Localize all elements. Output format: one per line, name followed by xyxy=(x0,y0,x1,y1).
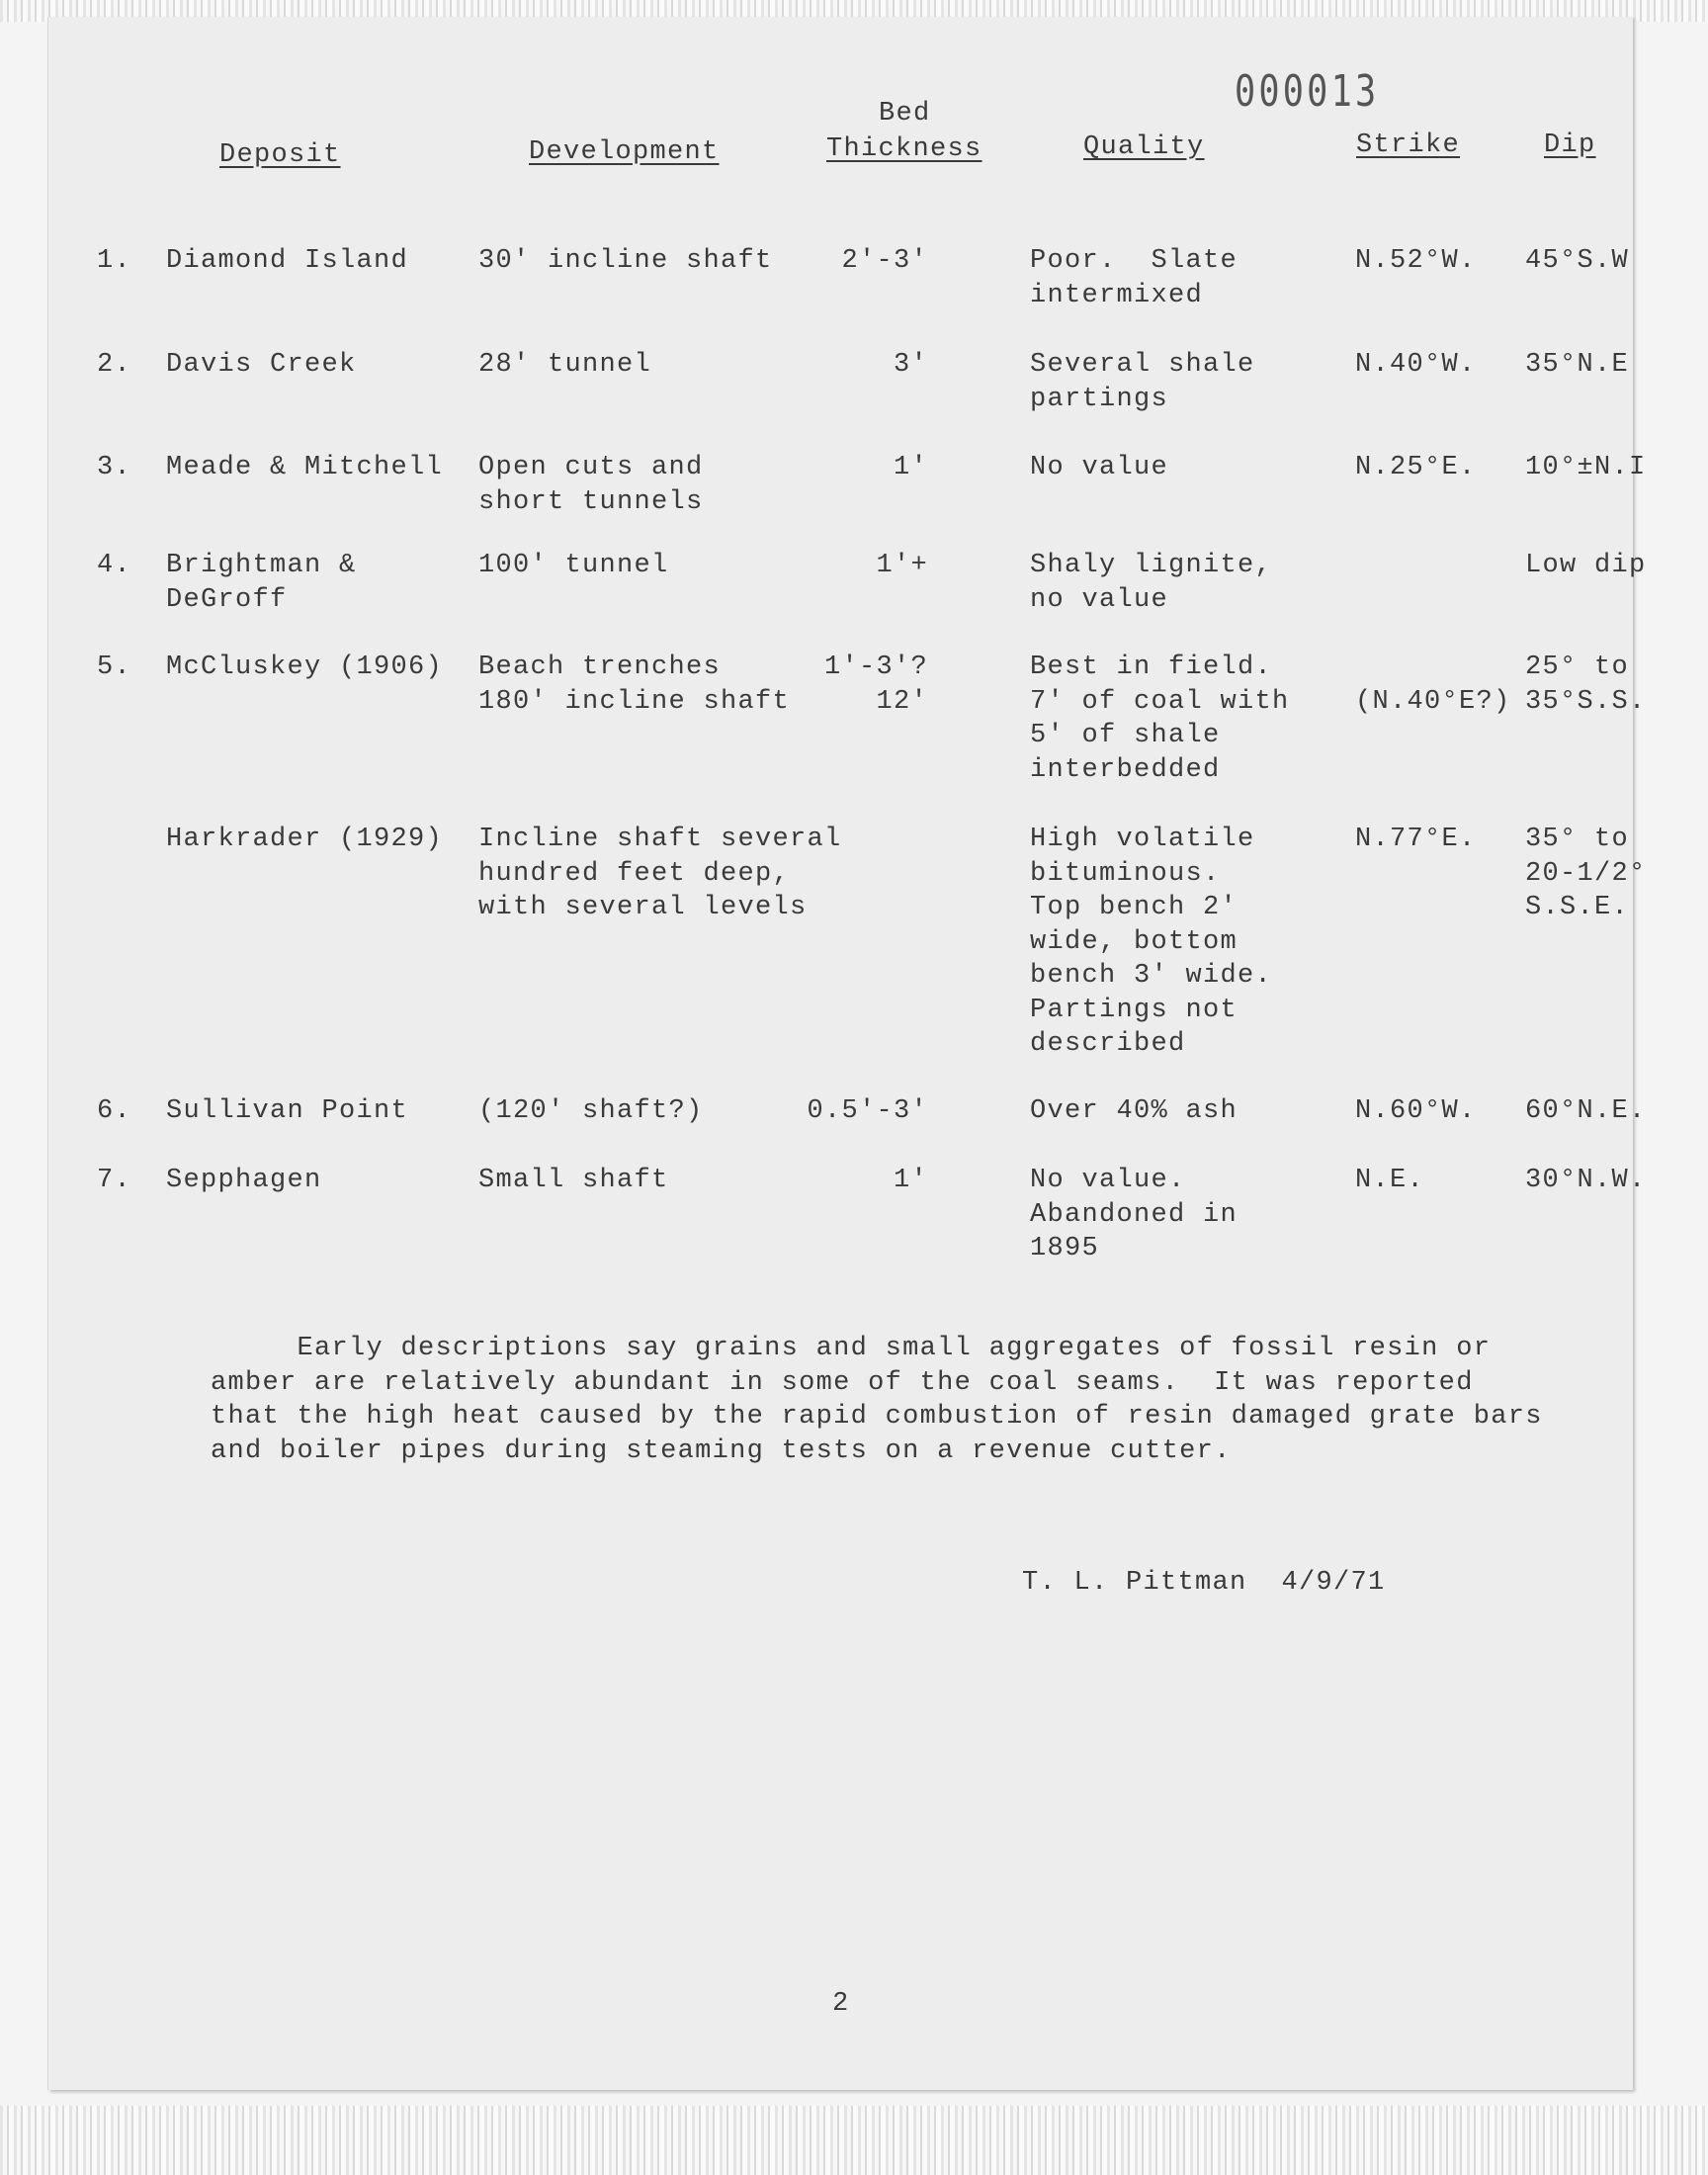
development: 30' incline shaft xyxy=(478,246,773,276)
quality: Shaly lignite, no value xyxy=(1030,551,1273,615)
bed-thickness: 1'+ xyxy=(876,551,928,580)
page-number: 2 xyxy=(832,1989,850,2019)
dip: 45°S.W xyxy=(1525,246,1630,276)
bed-thickness: 0.5'-3' xyxy=(807,1096,928,1126)
bed-thickness: 3' xyxy=(893,350,928,380)
header-strike: Strike xyxy=(1356,130,1461,160)
body-paragraph: Early descriptions say grains and small aggregates of fossil resin or amber are relatively abundant in some of the coal seams. It was reported that the high heat caused by the rapid combustion of resin damaged grate bars and boiler pipes during steaming tests on a revenue cutter. xyxy=(211,1334,1543,1466)
bed-thickness: 1' xyxy=(893,1166,928,1195)
strike: N.52°W. xyxy=(1355,246,1477,276)
stamp-number: 000013 xyxy=(1235,66,1380,117)
quality: Several shale partings xyxy=(1030,350,1255,414)
deposit-name: Brightman & DeGroff xyxy=(166,551,357,615)
deposit-name: Sullivan Point xyxy=(166,1096,409,1126)
dip: 35° to 20-1/2° S.S.E. xyxy=(1525,825,1647,922)
bed-thickness: 2'-3' xyxy=(841,246,928,276)
row-number: 4. xyxy=(97,551,132,580)
development: 28' tunnel xyxy=(478,350,652,380)
strike: (N.40°E?) xyxy=(1355,686,1511,717)
deposit-name: Davis Creek xyxy=(166,350,357,380)
row-number: 3. xyxy=(97,453,132,482)
row-number: 1. xyxy=(97,246,132,276)
quality: No value xyxy=(1030,453,1169,482)
quality: Poor. Slate intermixed xyxy=(1030,246,1238,310)
dip: 10°±N.I xyxy=(1525,453,1647,482)
deposit-name: Meade & Mitchell xyxy=(166,453,444,482)
development: 100' tunnel xyxy=(478,551,669,580)
row-number: 7. xyxy=(97,1166,132,1195)
header-development: Development xyxy=(529,137,720,167)
row-number: 6. xyxy=(97,1096,132,1126)
dip: 35°N.E xyxy=(1525,350,1630,380)
header-quality: Quality xyxy=(1083,132,1205,162)
header-dip: Dip xyxy=(1544,130,1596,160)
dip: Low dip xyxy=(1525,551,1647,580)
row-number: 2. xyxy=(97,350,132,380)
development: (120' shaft?) xyxy=(478,1096,704,1126)
strike: N.25°E. xyxy=(1355,453,1477,482)
scan-band-bottom xyxy=(0,2106,1708,2175)
deposit-name: Sepphagen xyxy=(166,1166,322,1195)
signature: T. L. Pittman 4/9/71 xyxy=(1022,1568,1386,1598)
deposit-name: Harkrader (1929) xyxy=(166,825,444,854)
strike: N.60°W. xyxy=(1355,1096,1477,1126)
deposit-name: McCluskey (1906) xyxy=(166,652,444,682)
dip: 60°N.E. xyxy=(1525,1096,1647,1126)
development: Incline shaft several hundred feet deep, with several levels xyxy=(478,825,842,922)
bed-thickness: 1'-3'? 12' xyxy=(823,652,928,717)
dip: 30°N.W. xyxy=(1525,1166,1647,1195)
row-number: 5. xyxy=(97,652,132,682)
development: Small shaft xyxy=(478,1166,669,1195)
quality: Over 40% ash xyxy=(1030,1096,1238,1126)
quality: High volatile bituminous. Top bench 2' wide, bottom bench 3' wide. Partings not described xyxy=(1030,825,1273,1059)
deposit-name: Diamond Island xyxy=(166,246,409,276)
header-thickness: Thickness xyxy=(826,134,982,164)
development: Beach trenches 180' incline shaft xyxy=(478,652,791,717)
quality: Best in field. 7' of coal with 5' of shale interbedded xyxy=(1030,652,1290,785)
strike: N.E. xyxy=(1355,1166,1425,1195)
bed-thickness: 1' xyxy=(893,453,928,482)
strike: N.77°E. xyxy=(1355,825,1477,854)
header-deposit: Deposit xyxy=(219,140,341,170)
development: Open cuts and short tunnels xyxy=(478,453,704,517)
document-page xyxy=(48,17,1647,2090)
strike: N.40°W. xyxy=(1355,350,1477,380)
dip: 25° to 35°S.S. xyxy=(1525,652,1647,717)
header-bed: Bed xyxy=(879,99,931,129)
quality: No value. Abandoned in 1895 xyxy=(1030,1166,1238,1263)
